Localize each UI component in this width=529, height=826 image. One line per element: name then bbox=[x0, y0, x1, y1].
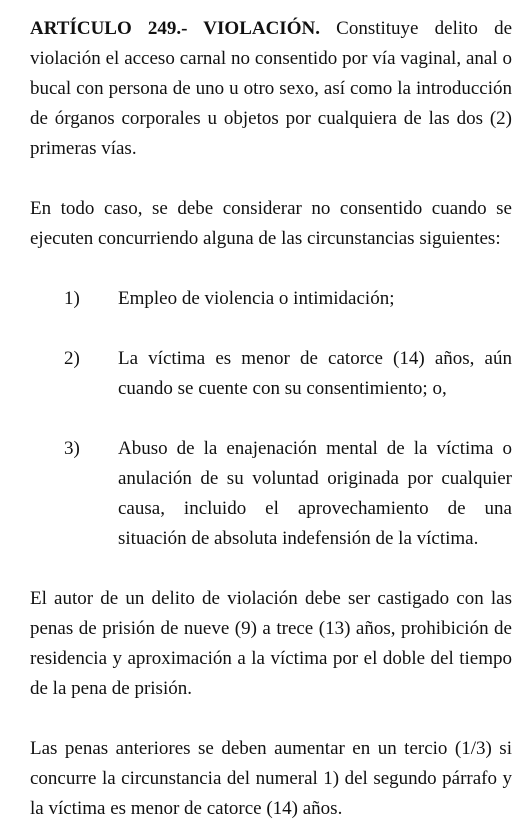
list-item-text: Empleo de violencia o intimidación; bbox=[118, 288, 395, 309]
article-intro-text: Constituye delito de violación el acceso carnal no consentido por vía vaginal, anal o bucal con persona de uno u otro sexo, así como la introducción de órganos corporales u objetos por cualquiera de las dos (2) primeras vías. bbox=[30, 18, 513, 159]
list-item-text: La víctima es menor de catorce (14) años, aún cuando se cuente con su consentimiento; o, bbox=[118, 348, 512, 399]
list-item-number: 1) bbox=[64, 288, 80, 309]
aggravation-paragraph: Las penas anteriores se deben aumentar en un tercio (1/3) si concurre la circunstancia del numeral 1) del segundo párrafo y la víctima es menor de catorce (14) años. bbox=[30, 738, 512, 819]
list-item bbox=[30, 284, 512, 314]
list-item-text: Abuso de la enajenación mental de la víctima o anulación de su voluntad originada por cualquier causa, incluido el aprovechamiento de una situación de absoluta indefensión de la víctima. bbox=[118, 438, 512, 549]
penalty-paragraph: El autor de un delito de violación debe ser castigado con las penas de prisión de nueve (9) a trece (13) años, prohibición de residencia y aproximación a la víctima por el doble del tiempo de la pena de prisión. bbox=[30, 588, 512, 699]
list-item bbox=[30, 344, 512, 404]
list-item-number: 2) bbox=[64, 348, 80, 369]
article-heading: ARTÍCULO 249.- VIOLACIÓN. bbox=[30, 18, 320, 39]
article-paragraph bbox=[30, 14, 512, 164]
circumstances-intro-paragraph: En todo caso, se debe considerar no consentido cuando se ejecuten concurriendo alguna de las circunstancias siguientes: bbox=[30, 198, 512, 249]
list-item-number: 3) bbox=[64, 438, 80, 459]
document-body bbox=[30, 14, 512, 824]
list-item bbox=[30, 434, 512, 554]
